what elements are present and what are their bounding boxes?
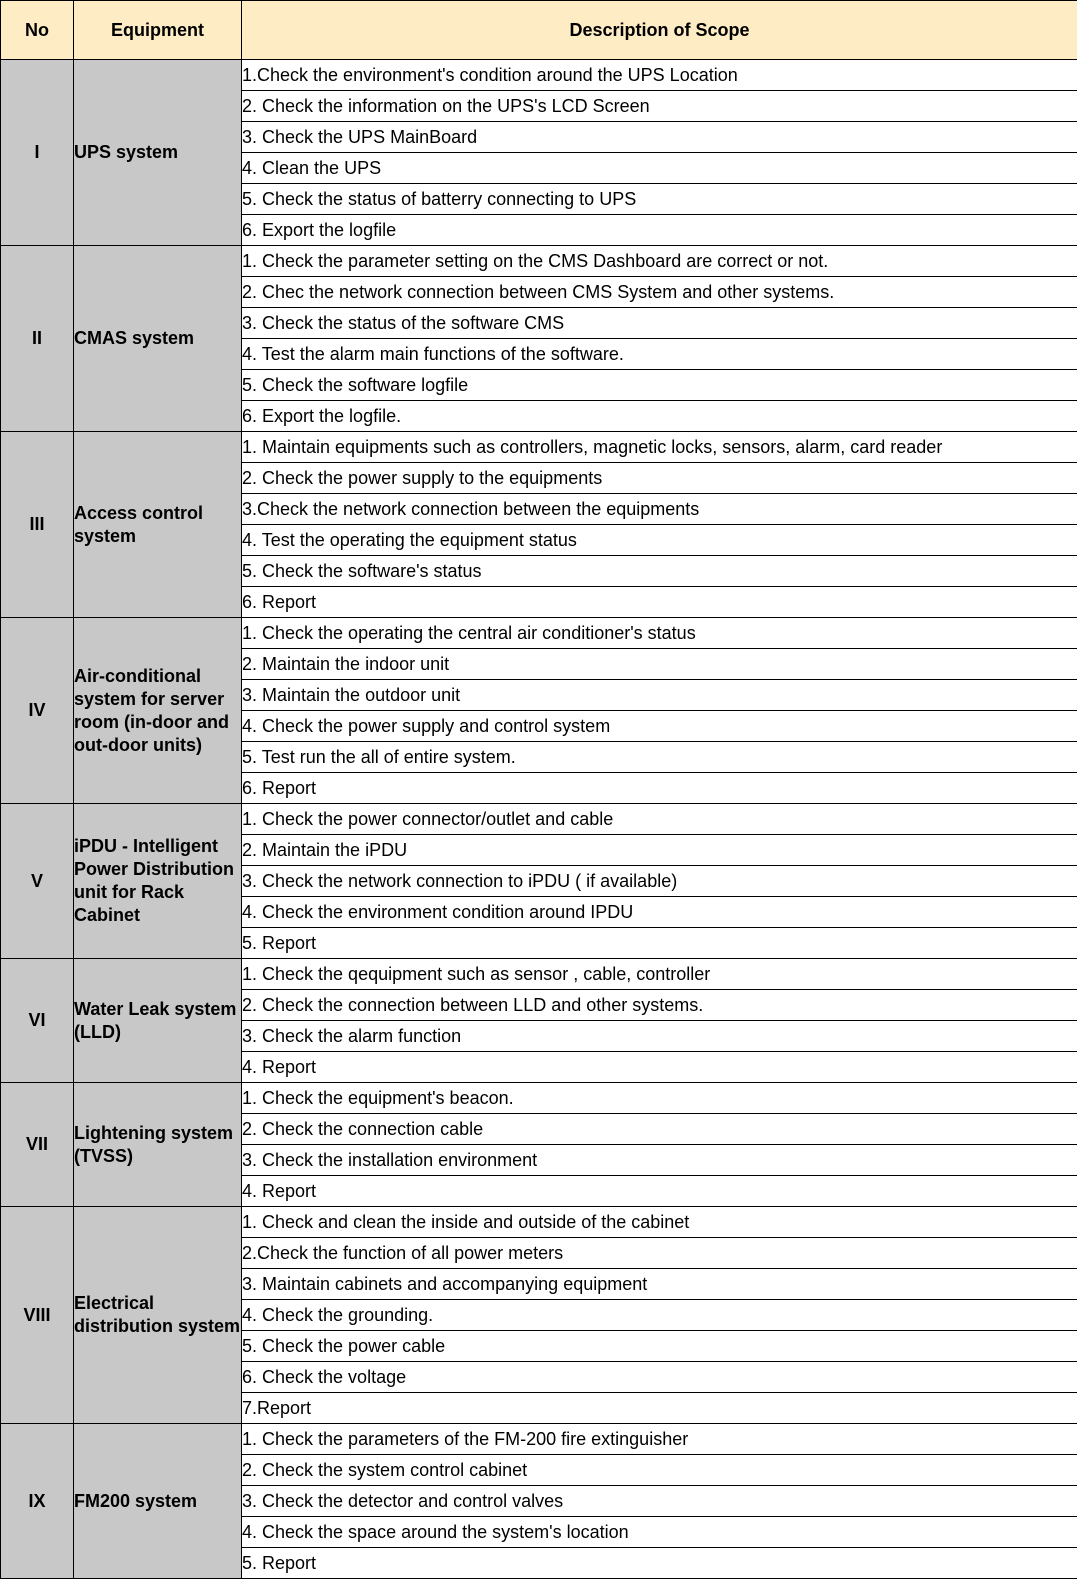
- scope-item: 3.Check the network connection between the equipments: [242, 494, 1077, 525]
- table-row: [1, 246, 1077, 277]
- scope-item: 3. Check the installation environment: [242, 1145, 1077, 1176]
- scope-item: 2. Maintain the indoor unit: [242, 649, 1077, 680]
- equipment-name: Electrical distribution system: [74, 1207, 242, 1424]
- scope-item: 3. Check the status of the software CMS: [242, 308, 1077, 339]
- scope-item: 4. Check the power supply and control system: [242, 711, 1077, 742]
- table-body: [1, 60, 1077, 1579]
- scope-item: 6. Check the voltage: [242, 1362, 1077, 1393]
- scope-item: 1. Check the parameters of the FM-200 fire extinguisher: [242, 1424, 1077, 1455]
- scope-item: 1. Check and clean the inside and outside of the cabinet: [242, 1207, 1077, 1238]
- scope-item: 2.Check the function of all power meters: [242, 1238, 1077, 1269]
- scope-item: 5. Report: [242, 1548, 1077, 1579]
- scope-item: 6. Report: [242, 587, 1077, 618]
- scope-item: 4. Test the alarm main functions of the software.: [242, 339, 1077, 370]
- scope-item: 3. Maintain the outdoor unit: [242, 680, 1077, 711]
- equipment-name: Air-conditional system for server room (in-door and out-door units): [74, 618, 242, 804]
- scope-item: 4. Report: [242, 1052, 1077, 1083]
- group-number: VI: [1, 959, 74, 1083]
- scope-item: 3. Check the detector and control valves: [242, 1486, 1077, 1517]
- scope-item: 4. Clean the UPS: [242, 153, 1077, 184]
- scope-item: 2. Check the power supply to the equipments: [242, 463, 1077, 494]
- header-no: No: [1, 1, 74, 60]
- table-row: [1, 1083, 1077, 1114]
- scope-item: 5. Check the status of batterry connecting to UPS: [242, 184, 1077, 215]
- scope-item: 4. Test the operating the equipment status: [242, 525, 1077, 556]
- group-number: VII: [1, 1083, 74, 1207]
- equipment-name: UPS system: [74, 60, 242, 246]
- group-number: I: [1, 60, 74, 246]
- scope-item: 4. Check the space around the system's location: [242, 1517, 1077, 1548]
- equipment-name: CMAS system: [74, 246, 242, 432]
- scope-item: 5. Test run the all of entire system.: [242, 742, 1077, 773]
- scope-item: 3. Maintain cabinets and accompanying equipment: [242, 1269, 1077, 1300]
- scope-item: 4. Check the environment condition around IPDU: [242, 897, 1077, 928]
- group-number: VIII: [1, 1207, 74, 1424]
- group-number: II: [1, 246, 74, 432]
- scope-item: 1. Check the equipment's beacon.: [242, 1083, 1077, 1114]
- header-description: Description of Scope: [242, 1, 1077, 60]
- table-row: [1, 60, 1077, 91]
- equipment-name: Water Leak system (LLD): [74, 959, 242, 1083]
- group-number: IV: [1, 618, 74, 804]
- scope-item: 5. Report: [242, 928, 1077, 959]
- group-number: IX: [1, 1424, 74, 1579]
- scope-item: 1. Check the power connector/outlet and cable: [242, 804, 1077, 835]
- group-number: III: [1, 432, 74, 618]
- scope-item: 2. Check the information on the UPS's LCD Screen: [242, 91, 1077, 122]
- scope-item: 2. Check the system control cabinet: [242, 1455, 1077, 1486]
- scope-item: 2. Maintain the iPDU: [242, 835, 1077, 866]
- group-number: V: [1, 804, 74, 959]
- equipment-name: Access control system: [74, 432, 242, 618]
- scope-item: 1. Check the parameter setting on the CMS Dashboard are correct or not.: [242, 246, 1077, 277]
- table-row: [1, 432, 1077, 463]
- equipment-name: FM200 system: [74, 1424, 242, 1579]
- scope-item: 5. Check the software's status: [242, 556, 1077, 587]
- scope-item: 5. Check the power cable: [242, 1331, 1077, 1362]
- header-row: [1, 1, 1077, 60]
- header-equipment: Equipment: [74, 1, 242, 60]
- table-row: [1, 959, 1077, 990]
- scope-item: 2. Check the connection cable: [242, 1114, 1077, 1145]
- scope-item: 6. Export the logfile.: [242, 401, 1077, 432]
- scope-item: 3. Check the UPS MainBoard: [242, 122, 1077, 153]
- scope-item: 1.Check the environment's condition around the UPS Location: [242, 60, 1077, 91]
- scope-item: 6. Report: [242, 773, 1077, 804]
- table-row: [1, 804, 1077, 835]
- equipment-name: iPDU - Intelligent Power Distribution unit for Rack Cabinet: [74, 804, 242, 959]
- scope-item: 2. Check the connection between LLD and other systems.: [242, 990, 1077, 1021]
- scope-item: 3. Check the network connection to iPDU ( if available): [242, 866, 1077, 897]
- scope-item: 2. Chec the network connection between CMS System and other systems.: [242, 277, 1077, 308]
- scope-item: 5. Check the software logfile: [242, 370, 1077, 401]
- scope-item: 4. Report: [242, 1176, 1077, 1207]
- equipment-name: Lightening system (TVSS): [74, 1083, 242, 1207]
- scope-item: 1. Check the qequipment such as sensor , cable, controller: [242, 959, 1077, 990]
- scope-item: 6. Export the logfile: [242, 215, 1077, 246]
- table-row: [1, 1424, 1077, 1455]
- scope-item: 1. Check the operating the central air conditioner's status: [242, 618, 1077, 649]
- scope-item: 4. Check the grounding.: [242, 1300, 1077, 1331]
- table-row: [1, 1207, 1077, 1238]
- table-row: [1, 618, 1077, 649]
- scope-item: 3. Check the alarm function: [242, 1021, 1077, 1052]
- scope-item: 1. Maintain equipments such as controllers, magnetic locks, sensors, alarm, card reader: [242, 432, 1077, 463]
- scope-item: 7.Report: [242, 1393, 1077, 1424]
